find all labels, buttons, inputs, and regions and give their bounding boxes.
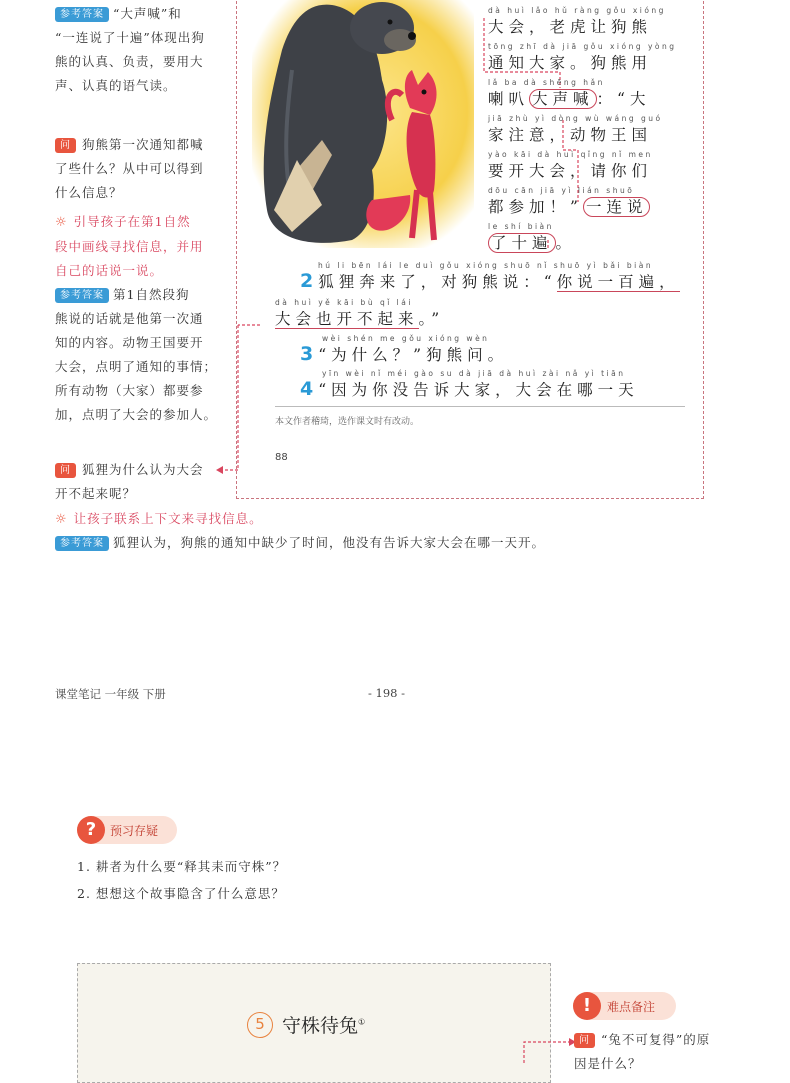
note-line: 开不起来呢？ xyxy=(55,486,137,501)
highlighted-phrase: 了十遍 xyxy=(488,233,556,253)
textbook-page-number: 88 xyxy=(275,452,288,463)
note-line: 自己的话说一说。 xyxy=(55,263,164,278)
question-mark-icon: ? xyxy=(77,816,105,844)
story-text: ：“大 xyxy=(596,90,651,108)
footnote-divider xyxy=(275,406,685,407)
note-line: 大会，点明了通知的事情； xyxy=(55,359,218,374)
pinyin: jiā zhù yì dòng wù wáng guó xyxy=(488,114,663,123)
underlined-phrase: 大会也开不起来 xyxy=(275,310,419,328)
lesson-number: 5 xyxy=(247,1012,273,1038)
pinyin: dà huì lǎo hǔ ràng gǒu xióng xyxy=(488,6,666,15)
answer-tag: 参考答案 xyxy=(55,7,109,22)
story-text: “为什么？”狗熊问。 xyxy=(318,346,509,364)
pinyin: yīn wèi nǐ méi gào su dà jiā dà huì zài nǎ yì tiān xyxy=(322,369,626,378)
underlined-phrase: 你说一百遍， xyxy=(556,273,680,291)
list-item: 2. 想想这个故事隐含了什么意思？ xyxy=(77,886,285,901)
story-line xyxy=(488,6,698,42)
highlighted-phrase: 大声喊 xyxy=(529,89,597,109)
story-text: 通知大家。狗熊用 xyxy=(488,54,653,72)
answer-tag: 参考答案 xyxy=(55,288,109,303)
paragraph-3 xyxy=(300,334,600,365)
note-line: 熊的认真、负责，要用大 xyxy=(55,54,204,69)
difficulty-badge-label: 难点备注 xyxy=(607,1000,656,1014)
note-line: 熊说的话就是他第一次通 xyxy=(55,311,204,326)
note-line: 知的内容。动物王国要开 xyxy=(55,335,204,350)
note-line: 因是什么？ xyxy=(574,1056,642,1071)
pinyin: dà huì yě kāi bù qǐ lái xyxy=(275,298,413,307)
pinyin: tōng zhī dà jiā gǒu xióng yòng xyxy=(488,42,677,51)
paragraph-2-cont xyxy=(275,298,575,329)
story-line xyxy=(488,186,698,222)
footer-book-info: 课堂笔记 一年级 下册 xyxy=(55,687,166,701)
note-line: 狗熊第一次通知都喊 xyxy=(82,137,204,152)
story-line xyxy=(488,222,698,258)
story-text: 家注意，动物王国 xyxy=(488,126,653,144)
note-line: 引导孩子在第1自然 xyxy=(73,214,191,229)
story-text: 喇叭 xyxy=(488,90,530,108)
paragraph-4 xyxy=(300,369,700,400)
story-line xyxy=(488,150,698,186)
note-line: “大声喊”和 xyxy=(113,6,182,21)
note-line: 让孩子联系上下文来寻找信息。 xyxy=(73,511,263,526)
story-text: 。” xyxy=(418,310,445,328)
paragraph-number: 2 xyxy=(300,270,319,292)
difficulty-question xyxy=(574,1028,774,1076)
paragraph-number: 4 xyxy=(300,378,319,400)
lesson-title xyxy=(282,1011,365,1038)
story-text: “因为你没告诉大家，大会在哪一天 xyxy=(318,381,639,399)
story-line xyxy=(488,42,698,78)
story-line xyxy=(488,78,698,114)
pinyin: hú li bēn lái le duì gǒu xióng shuō nǐ shuō yì bǎi biàn xyxy=(318,261,654,270)
list-item: 1. 耕者为什么要“释其耒而守株”？ xyxy=(77,859,287,874)
note-line: 狐狸认为，狗熊的通知中缺少了时间，他没有告诉大家大会在哪一天开。 xyxy=(113,535,546,550)
story-text: 狐狸奔来了，对狗熊说：“ xyxy=(318,273,557,291)
note-line: “一连说了十遍”体现出狗 xyxy=(55,30,205,45)
story-right-column xyxy=(488,6,698,258)
connector-lines xyxy=(520,1030,580,1063)
lesson-title-text: 守株待兔 xyxy=(282,1015,359,1037)
footer-page-number: - 198 - xyxy=(368,686,406,700)
note-line: 声、认真的语气读。 xyxy=(55,78,177,93)
note-line: 所有动物（大家）都要参 xyxy=(55,383,204,398)
arrow-head xyxy=(216,466,223,474)
preview-list xyxy=(77,853,286,907)
note-line: “兔不可复得”的原 xyxy=(601,1032,711,1047)
note-line: 加，点明了大会的参加人。 xyxy=(55,407,218,422)
footnote: 本文作者稽琦，选作课文时有改动。 xyxy=(275,417,420,427)
story-text: 。 xyxy=(555,234,577,252)
preview-badge-label: 预习存疑 xyxy=(110,824,159,838)
note-line: 了些什么？从中可以得到 xyxy=(55,161,204,176)
pinyin: yào kāi dà huì qǐng nǐ men xyxy=(488,150,653,159)
pinyin: dōu cān jiā yì lián shuō xyxy=(488,186,635,195)
note-line: 什么信息？ xyxy=(55,185,123,200)
story-line xyxy=(488,114,698,150)
highlighted-phrase: 一连说 xyxy=(583,197,651,217)
note-line: 狐狸为什么认为大会 xyxy=(82,462,204,477)
bear-fox-illustration xyxy=(252,0,474,248)
story-text: 大会，老虎让狗熊 xyxy=(488,18,653,36)
paragraph-2 xyxy=(300,261,700,292)
pinyin: le shí biàn xyxy=(488,222,554,231)
footnote-marker: ① xyxy=(358,1017,366,1027)
pinyin: wèi shén me gǒu xióng wèn xyxy=(322,334,490,343)
story-text: 要开大会，请你们 xyxy=(488,162,653,180)
story-text: 都参加！” xyxy=(488,198,583,216)
note-line: 第1自然段狗 xyxy=(113,287,190,302)
lightbulb-icon: ☼ xyxy=(55,512,68,527)
question-tag: 问 xyxy=(574,1033,595,1048)
exclamation-icon: ! xyxy=(573,992,601,1020)
question-tag: 问 xyxy=(55,463,76,478)
pinyin: lǎ ba dà shēng hǎn xyxy=(488,78,605,87)
note-line: 段中画线寻找信息，并用 xyxy=(55,239,204,254)
paragraph-number: 3 xyxy=(300,343,319,365)
question-tag: 问 xyxy=(55,138,76,153)
lightbulb-icon: ☼ xyxy=(55,215,68,230)
answer-tag: 参考答案 xyxy=(55,536,109,551)
